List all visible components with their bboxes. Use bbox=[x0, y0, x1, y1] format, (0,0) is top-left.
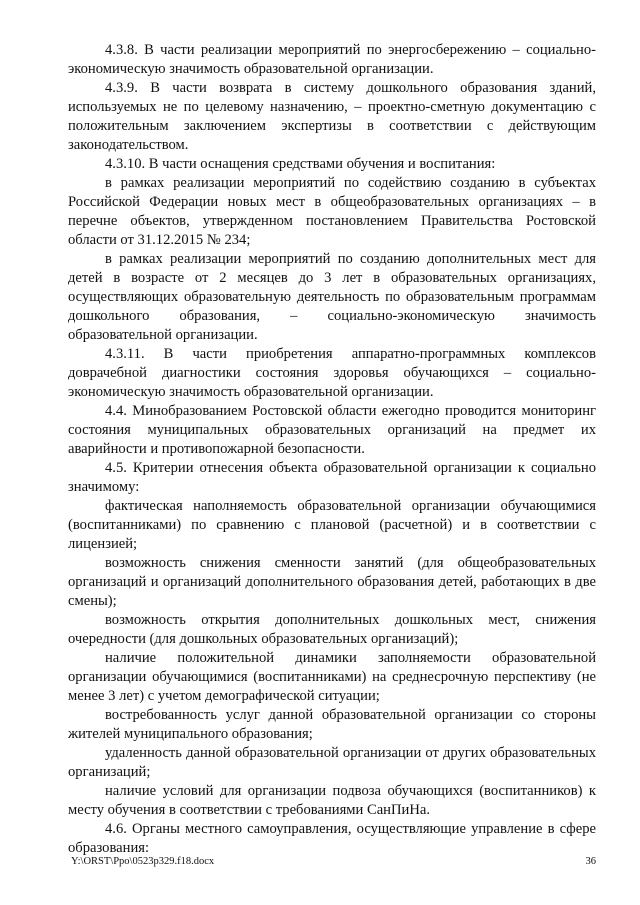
document-body bbox=[68, 41, 596, 858]
criterion-transport: наличие условий для организации подвоза обучающихся (воспитанников) к месту обучения в соответствии с требованиями СанПиНа. bbox=[68, 783, 596, 818]
paragraph-new-places-subjects: в рамках реализации мероприятий по содействию созданию в субъектах Российской Федерации новых мест в общеобразовательных организациях – в перечне объектов, утвержденном постановлением Правительства Ростовской области от 31.12.2015 № 234; bbox=[68, 175, 596, 248]
criterion-preschool-places: возможность открытия дополнительных дошкольных мест, снижения очередности (для дошкольных образовательных организаций); bbox=[68, 612, 596, 647]
criterion-shift-reduction: возможность снижения сменности занятий (для общеобразовательных организаций и организаций дополнительного образования детей, работающих в две смены); bbox=[68, 555, 596, 609]
paragraph-4-3-11: 4.3.11. В части приобретения аппаратно-программных комплексов доврачебной диагностики состояния здоровья обучающихся – социально-экономическую значимость образовательной организации. bbox=[68, 346, 596, 400]
criterion-remoteness: удаленность данной образовательной организации от других образовательных организаций; bbox=[68, 745, 596, 780]
paragraph-4-3-10: 4.3.10. В части оснащения средствами обучения и воспитания: bbox=[105, 156, 496, 172]
footer-page-number: 36 bbox=[585, 856, 596, 867]
paragraph-4-5: 4.5. Критерии отнесения объекта образовательной организации к социально значимому: bbox=[68, 460, 596, 495]
paragraph-additional-places-children: в рамках реализации мероприятий по созданию дополнительных мест для детей в возрасте от 2 месяцев до 3 лет в образовательных организациях, осуществляющих образовательную деятельность по образовательным программам дошкольного образования, – социально-экономическую значимость образовательной организации. bbox=[68, 251, 596, 343]
footer-file-path: Y:\ORST\Ppo\0523p329.f18.docx bbox=[71, 856, 215, 867]
paragraph-4-4: 4.4. Минобразованием Ростовской области ежегодно проводится мониторинг состояния муниципальных образовательных организаций на предмет их аварийности и противопожарной безопасности. bbox=[68, 403, 596, 457]
paragraph-4-3-8: 4.3.8. В части реализации мероприятий по энергосбережению – социально-экономическую значимость образовательной организации. bbox=[68, 42, 596, 77]
criterion-occupancy: фактическая наполняемость образовательной организации обучающимися (воспитанниками) по сравнению с плановой (расчетной) и в соответствии с лицензией; bbox=[68, 498, 596, 552]
criterion-demand: востребованность услуг данной образовательной организации со стороны жителей муниципального образования; bbox=[68, 707, 596, 742]
paragraph-4-6: 4.6. Органы местного самоуправления, осуществляющие управление в сфере образования: bbox=[68, 821, 596, 856]
criterion-positive-dynamics: наличие положительной динамики заполняемости образовательной организации обучающимися (воспитанниками) на среднесрочную перспективу (не менее 3 лет) с учетом демографической ситуации; bbox=[68, 650, 596, 704]
paragraph-4-3-9: 4.3.9. В части возврата в систему дошкольного образования зданий, используемых не по целевому назначению, – проектно-сметную документацию с положительным заключением экспертизы в соответствии с действующим законодательством. bbox=[68, 80, 596, 153]
